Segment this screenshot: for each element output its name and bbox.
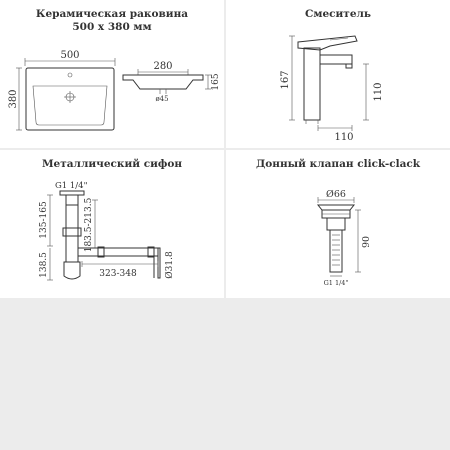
valve-length-label: 90 <box>361 235 372 249</box>
siphon-panel <box>0 150 224 298</box>
valve-title: Донный клапан click-clack <box>255 158 421 170</box>
valve-drawing <box>226 150 450 298</box>
bottom-blank-area <box>0 298 450 450</box>
faucet-title: Смеситель <box>304 8 372 20</box>
sink-side-width-label: 280 <box>153 61 173 72</box>
valve-thread-label: G1 1/4" <box>323 279 349 287</box>
valve-panel <box>226 150 450 298</box>
sink-side-height-label: 165 <box>211 73 221 91</box>
faucet-spout-height-label: 110 <box>373 82 384 102</box>
sink-panel <box>0 0 224 148</box>
faucet-height-label: 167 <box>280 70 291 90</box>
sink-depth-label: 380 <box>8 89 19 109</box>
sink-subtitle: 500 x 380 мм <box>72 21 152 33</box>
siphon-bottom-label: 138.5 <box>39 252 49 278</box>
faucet-panel <box>226 0 450 148</box>
siphon-pipe-diameter-label: Ø31.8 <box>165 251 175 279</box>
siphon-length-range-label: 323-348 <box>99 269 137 279</box>
siphon-thread-label: G1 1/4" <box>55 181 88 191</box>
sink-width-label: 500 <box>60 50 80 61</box>
siphon-title: Металлический сифон <box>41 158 183 170</box>
faucet-reach-label: 110 <box>334 132 354 143</box>
sink-title: Керамическая раковина <box>35 8 189 20</box>
siphon-drawing <box>0 150 224 298</box>
faucet-drawing <box>226 0 450 148</box>
sink-drawing <box>0 0 224 148</box>
sink-drain-label: ø45 <box>155 95 169 103</box>
siphon-height-range-label: 135-165 <box>39 201 49 239</box>
valve-cap-diameter-label: Ø66 <box>326 189 346 200</box>
siphon-outlet-range-label: 183.5-213.5 <box>84 197 94 253</box>
